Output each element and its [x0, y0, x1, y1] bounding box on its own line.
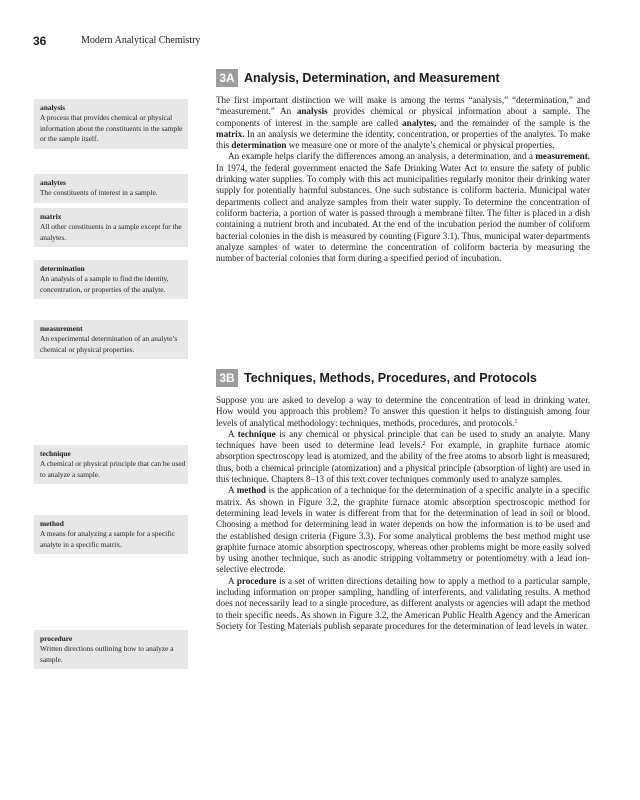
- footnote-ref: 2: [422, 441, 426, 448]
- glossary-method: [34, 515, 188, 554]
- glossary-definition: A means for analyzing a sample for a specific analyte in a specific matrix.: [40, 529, 176, 549]
- glossary-measurement: [34, 320, 188, 359]
- glossary-definition: An analysis of a sample to find the identity, concentration, or properties of the analyte.: [40, 274, 169, 294]
- glossary-term: determination: [40, 264, 85, 273]
- glossary-matrix: [34, 208, 188, 247]
- paragraph: A technique is any chemical or physical principle that can be used to study an analyte. Many techniques have been used to determine lead levels.$^2$ For example, in graphite furnace atomic absorption spectroscopy lead is atomized, and the ability of the free atoms to absorb light is measured; thus, both a chemical principle (atomization) and a physical principle (absorption of light) are used in this technique. Chapters 8–13 of this text cover techniques commonly used to analyze samples.: [216, 428, 590, 485]
- glossary-term: matrix: [40, 212, 62, 221]
- glossary-definition: A chemical or physical principle that can be used to analyze a sample.: [40, 459, 186, 479]
- page-number: 36: [33, 34, 47, 48]
- glossary-term: analytes: [40, 178, 66, 187]
- section-3b-body: [216, 395, 590, 632]
- glossary-analysis: [34, 99, 188, 149]
- paragraph: A method is the application of a technique for the determination of a specific analyte in a specific matrix. As shown in Figure 3.2, the graphite furnace atomic absorption spectroscopic method for determining lead levels in water is different from that for the determination of lead in soil or blood. Choosing a method for determining lead in water depends on how the information is to be used and the established design criteria (Figure 3.3). For some analytical problems the best method might use graphite furnace atomic absorption spectroscopy, whereas other problems might be more easily solved by using another technique, such as anodic stripping voltammetry or potentiometry with a lead ion-selective electrode.: [216, 485, 590, 575]
- glossary-term: analysis: [40, 103, 66, 112]
- glossary-analytes: [34, 174, 188, 203]
- section-title: Analysis, Determination, and Measurement: [244, 71, 500, 85]
- glossary-term: method: [40, 519, 64, 528]
- glossary-procedure: [34, 630, 188, 669]
- glossary-definition: The constituents of interest in a sample.: [40, 188, 158, 198]
- glossary-technique: [34, 445, 188, 484]
- glossary-definition: All other constituents in a sample except for the analytes.: [40, 222, 182, 242]
- section-3a-body: [216, 95, 590, 264]
- glossary-definition: An experimental determination of an analyte’s chemical or physical properties.: [40, 334, 178, 354]
- footnote-ref: 1: [514, 418, 518, 425]
- glossary-term: procedure: [40, 634, 73, 643]
- section-title: Techniques, Methods, Procedures, and Protocols: [244, 371, 537, 385]
- glossary-determination: [34, 260, 188, 299]
- section-number-badge: 3B: [216, 369, 238, 387]
- paragraph: An example helps clarify the differences among an analysis, a determination, and a measurement. In 1974, the federal government enacted the Safe Drinking Water Act to ensure the safety of public drinking water supplies. To comply with this act municipalities regularly monitor their drinking water supply for potentially harmful substances. One such substance is coliform bacteria. Municipal water departments collect and analyze samples from their water supply. To determine the concentration of coliform bacteria, a portion of water is passed through a membrane filter. The filter is placed in a dish containing a nutrient broth and incubated. At the end of the incubation period the number of coliform bacterial colonies in the dish is measured by counting (Figure 3.1). Thus, municipal water departments analyze samples of water to determine the concentration of coliform bacteria by measuring the number of bacterial colonies that form during a specified period of incubation.: [216, 151, 590, 264]
- paragraph: Suppose you are asked to develop a way to determine the concentration of lead in drinking water. How would you approach this problem? To answer this question it helps to distinguish among four levels of analytical methodology: techniques, methods, procedures, and protocols.$^1$: [216, 395, 590, 428]
- paragraph: A procedure is a set of written directions detailing how to apply a method to a particular sample, including information on proper sampling, handling of interferents, and validating results. A method does not necessarily lead to a single procedure, as different analysts or agencies will adapt the method to their specific needs. As shown in Figure 3.2, the American Public Health Agency and the American Society for Testing Materials publish separate procedures for the determination of lead levels in water.: [216, 575, 590, 631]
- paragraph: The first important distinction we will make is among the terms “analysis,” “determination,” and “measurement.” An analysis provides chemical or physical information about a sample. The components of interest in the sample are called analytes, and the remainder of the sample is the matrix. In an analysis we determine the identity, concentration, or properties of the analytes. To make this determination we measure one or more of the analyte’s chemical or physical properties.: [216, 95, 591, 151]
- glossary-definition: Written directions outlining how to analyze a sample.: [40, 644, 174, 664]
- section-number-badge: 3A: [216, 69, 238, 87]
- glossary-term: technique: [40, 449, 71, 458]
- running-title: Modern Analytical Chemistry: [81, 35, 201, 46]
- glossary-definition: A process that provides chemical or physical information about the constituents in the sample or the sample itself.: [40, 113, 183, 144]
- glossary-term: measurement: [40, 324, 83, 333]
